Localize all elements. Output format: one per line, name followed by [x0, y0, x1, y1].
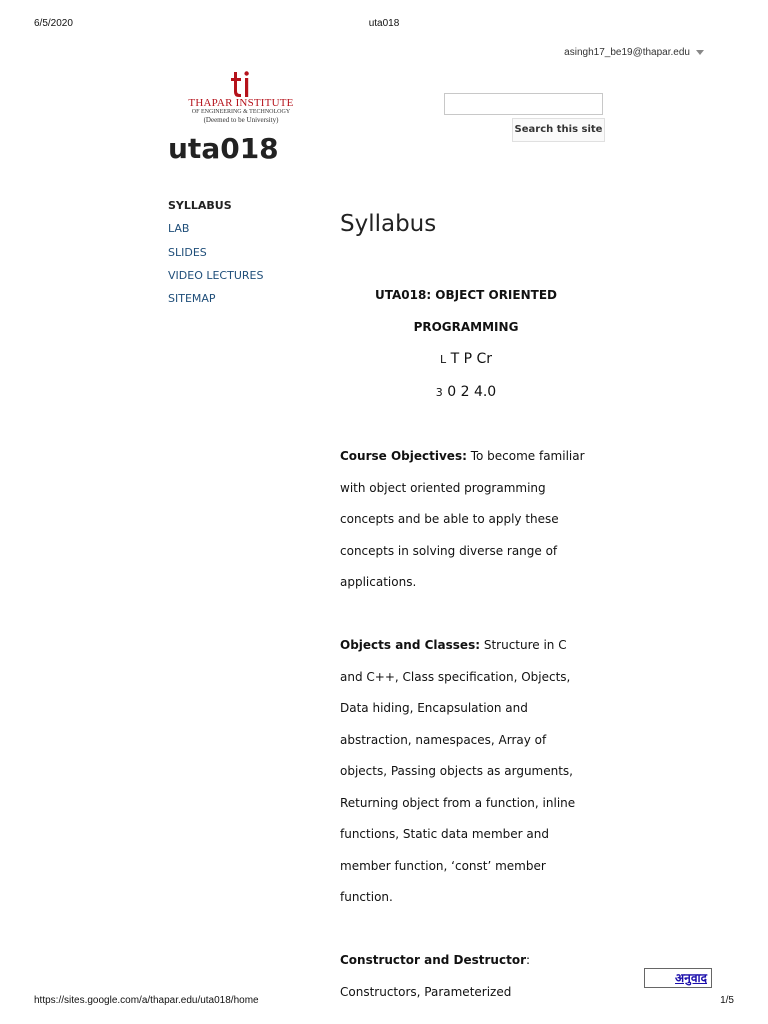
print-url: https://sites.google.com/a/thapar.edu/uta018/home — [34, 995, 259, 1006]
sidebar-item-sitemap[interactable]: SITEMAP — [168, 292, 216, 306]
logo-tagline: (Deemed to be University) — [203, 116, 279, 124]
logo-name: THAPAR INSTITUTE — [188, 97, 294, 109]
site-title[interactable]: uta018 — [168, 132, 279, 165]
print-page-number: 1/5 — [720, 995, 734, 1006]
logo-subtitle: OF ENGINEERING & TECHNOLOGY — [191, 109, 291, 115]
sidebar-nav — [168, 198, 308, 314]
print-header — [34, 18, 734, 32]
constructor-destructor-label: Constructor and Destructor — [340, 953, 526, 967]
course-title-line-2: PROGRAMMING — [413, 319, 519, 334]
ltp-header — [340, 343, 592, 376]
site-logo[interactable] — [172, 70, 310, 128]
course-objectives — [340, 441, 592, 599]
course-title-line-1: UTA018: OBJECT ORIENTED — [375, 288, 557, 302]
sidebar-item-video-lectures[interactable]: VIDEO LECTURES — [168, 268, 264, 282]
credits-first: 3 — [435, 386, 443, 399]
ltp-values — [340, 376, 592, 409]
search-button[interactable]: Search this site — [512, 118, 605, 142]
objects-and-classes — [340, 630, 592, 914]
sidebar-item-slides[interactable]: SLIDES — [168, 245, 207, 259]
print-date: 6/5/2020 — [34, 18, 73, 29]
ltp-rest: T P Cr — [446, 351, 493, 367]
page-title: Syllabus — [340, 211, 437, 237]
print-footer — [34, 995, 734, 1009]
ti-logo-icon — [228, 70, 256, 98]
search-input[interactable] — [444, 93, 603, 115]
translate-button[interactable]: अनुवाद — [644, 968, 712, 988]
sidebar-item-lab[interactable]: LAB — [168, 222, 190, 236]
account-menu[interactable] — [564, 47, 704, 58]
credits-rest: 0 2 4.0 — [442, 384, 497, 400]
sidebar-item-syllabus[interactable]: SYLLABUS — [168, 199, 232, 212]
course-title — [340, 280, 592, 343]
objects-and-classes-label: Objects and Classes: — [340, 638, 481, 652]
course-objectives-label: Course Objectives: — [340, 449, 467, 463]
constructor-destructor-text: : Constructors, Parameterized — [340, 953, 531, 999]
chevron-down-icon[interactable] — [696, 50, 704, 55]
main-content — [340, 206, 592, 1008]
objects-and-classes-text: Structure in C and C++, Class specification, Objects, Data hiding, Encapsulation and abstraction, namespaces, Array of objects, Passing objects as arguments, Returning object from a function, inline functions, Static data member and member function, ‘const’ member function. — [340, 638, 576, 904]
account-email: asingh17_be19@thapar.edu — [564, 47, 690, 58]
ltp-first: L — [439, 353, 447, 366]
course-objectives-text: To become familiar with object oriented programming concepts and be able to apply these concepts in solving diverse range of applications. — [340, 449, 585, 589]
print-title: uta018 — [368, 18, 400, 29]
